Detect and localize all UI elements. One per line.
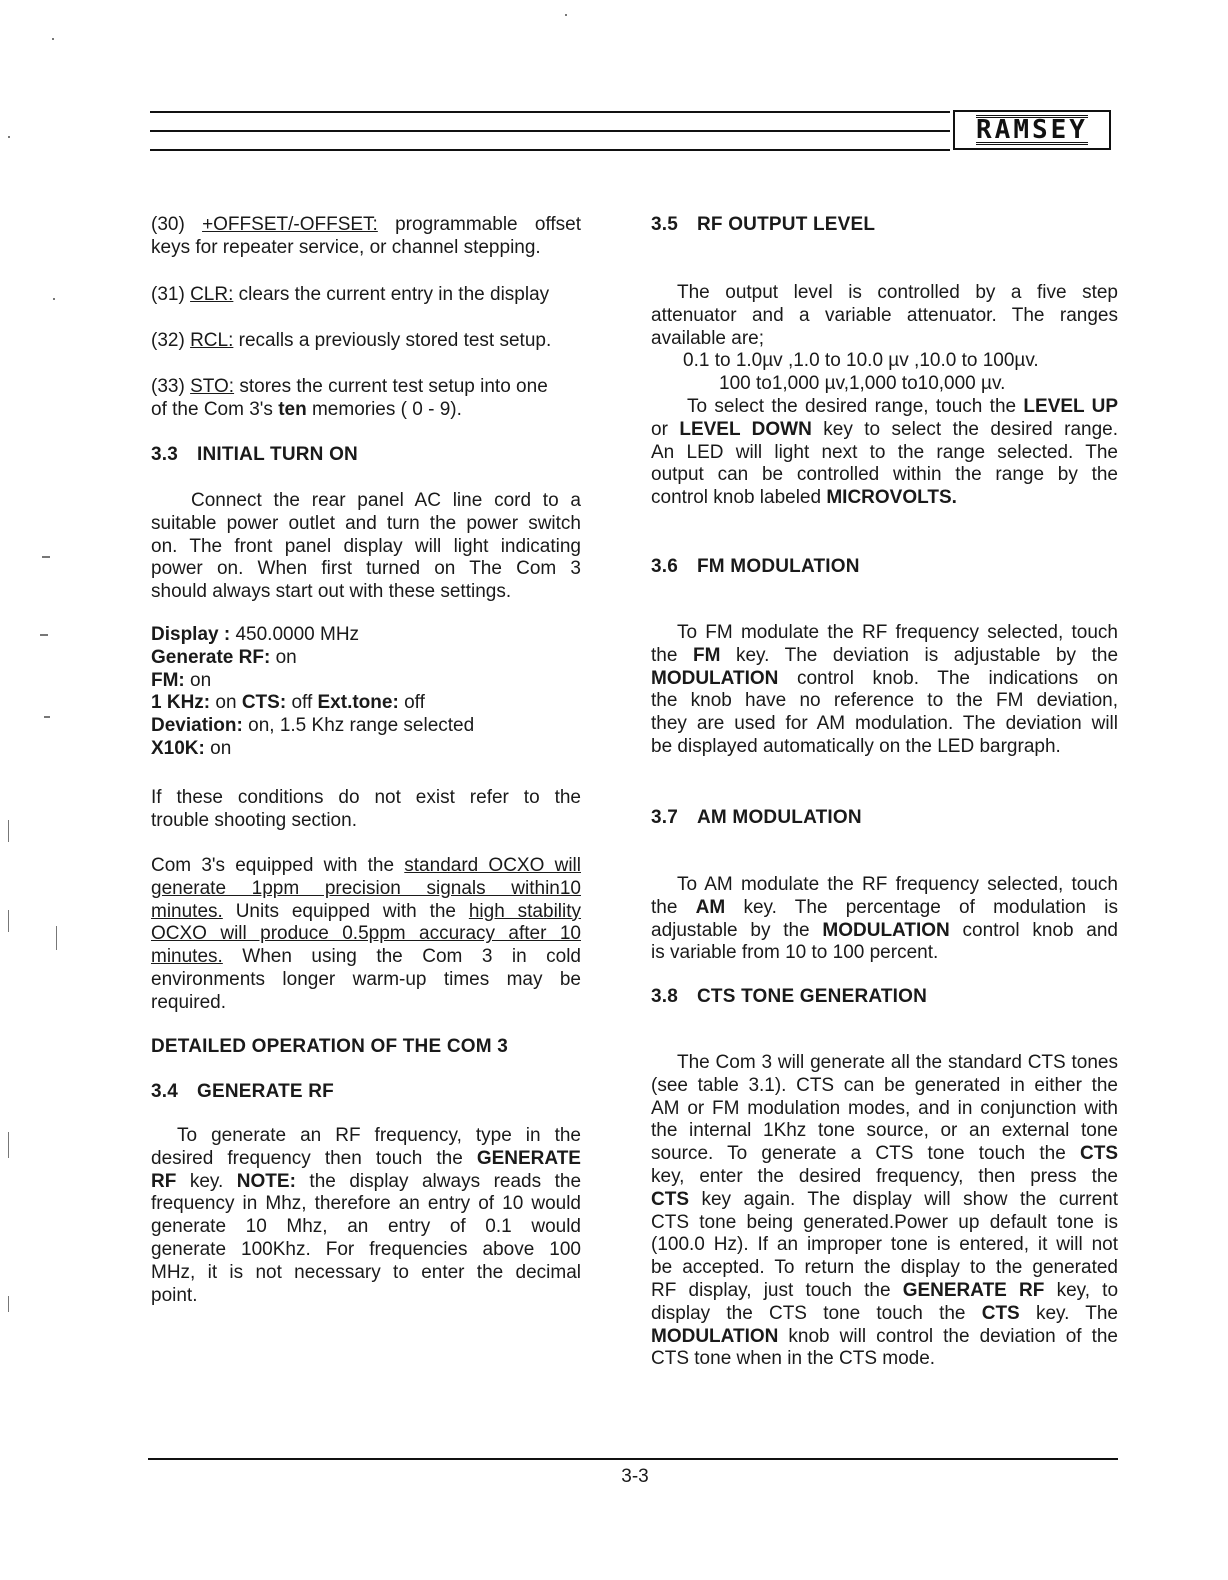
range-list-2: 100 to1,000 µv,1,000 to10,000 µv. <box>719 373 1006 395</box>
range-list-1: 0.1 to 1.0µv ,1.0 to 10.0 µv ,10.0 to 100µv. <box>683 350 1039 372</box>
scan-speck <box>52 38 54 40</box>
clr-key-label: CLR: <box>190 284 234 305</box>
footer-rule <box>148 1458 1118 1460</box>
rcl-key-label: RCL: <box>190 330 234 351</box>
cts-tone-paragraph: The Com 3 will generate all the standard CTS tones (see table 3.1). CTS can be generated in either the AM or FM modulation modes, and in conjunction with the internal 1Khz tone source, or an external tone source. To generate a CTS tone touch the CTS key, enter the desired frequency, then press the CTS key again. The display will show the current CTS tone being generated.Power up default tone is (100.0 Hz). If an improper tone is entered, it will not be accepted. To return the display to the generated RF display, just touch the GENERATE RF key, to display the CTS tone touch the CTS key. The MODULATION knob will control the deviation of the CTS tone when in the CTS mode. <box>651 1052 1119 1370</box>
section-heading-3-5: 3.5 RF OUTPUT LEVEL <box>651 214 876 235</box>
section-heading-3-4: 3.4 GENERATE RF <box>151 1081 334 1102</box>
generate-rf-paragraph: To generate an RF frequency, type in the desired frequency then touch the GENERATE RF key. NOTE: the display always reads the frequency in Mhz, therefore an entry of 10 would generate 10 Mhz, an entry of 0.1 would generate 100Khz. For frequencies above 100 MHz, it is not necessary to enter the decimal point. <box>151 1125 582 1306</box>
output-level-paragraph: The output level is controlled by a five step attenuator and a variable attenuator. The ranges available are; 0.1 to 1.0µv ,1.0 to 10.0 µv ,10.0 to 100µv. 100 to1,000 µv,1,000 to10,000 µv. To select the desired range, touch the LEVEL UP or LEVEL DOWN key to select the desired range. An LED will light next to the range selected. The output can be controlled within the range by the control knob labeled MICROVOLTS. <box>651 282 1119 509</box>
scan-speck <box>8 136 10 138</box>
scan-speck <box>8 1132 9 1158</box>
scan-speck <box>8 910 9 932</box>
ramsey-logo <box>953 110 1111 150</box>
ocxo-paragraph: Com 3's equipped with the standard OCXO will generate 1ppm precision signals within10 minutes. Units equipped with the high stability OCXO will produce 0.5ppm accuracy after 10 minutes. When using the Com 3 in cold environments longer warm-up times may be required. <box>151 855 582 1013</box>
scan-speck <box>565 14 567 16</box>
scan-speck <box>42 556 50 558</box>
default-settings-list: Display : 450.0000 MHz Generate RF: on FM: on 1 KHz: on CTS: off Ext.tone: off Deviation: on, 1.5 Khz range selected X10K: on <box>151 624 475 759</box>
scan-speck <box>56 926 57 950</box>
item-30: (30) +OFFSET/-OFFSET: programmable offset keys for repeater service, or channel stepping. <box>151 214 582 258</box>
section-heading-3-6: 3.6 FM MODULATION <box>651 556 860 577</box>
header-rule-middle <box>150 130 950 132</box>
page-number: 3-3 <box>621 1466 649 1487</box>
item-32: (32) RCL: recalls a previously stored test setup. <box>151 330 552 351</box>
section-heading-3-3: 3.3 INITIAL TURN ON <box>151 444 358 465</box>
section-heading-3-8: 3.8 CTS TONE GENERATION <box>651 986 928 1007</box>
item-31: (31) CLR: clears the current entry in the display <box>151 284 550 305</box>
header-rule-bottom <box>150 149 950 151</box>
scan-speck <box>8 820 9 842</box>
scan-speck <box>40 634 48 636</box>
fm-modulation-paragraph: To FM modulate the RF frequency selected, touch the FM key. The deviation is adjustable by the MODULATION control knob. The indications on the knob have no reference to the FM deviation, they are used for AM modulation. The deviation will be displayed automatically on the LED bargraph. <box>651 622 1119 757</box>
scan-speck <box>8 1296 9 1312</box>
offset-key-label: +OFFSET/-OFFSET: <box>202 214 378 235</box>
item-33: (33) STO: stores the current test setup into one of the Com 3's ten memories ( 0 - 9). <box>151 376 548 420</box>
header-rule-top <box>150 111 950 113</box>
logo-text: RAMSEY <box>976 115 1088 145</box>
detailed-operation-heading: DETAILED OPERATION OF THE COM 3 <box>151 1036 509 1057</box>
am-modulation-paragraph: To AM modulate the RF frequency selected, touch the AM key. The percentage of modulation is adjustable by the MODULATION control knob and is variable from 10 to 100 percent. <box>651 874 1119 964</box>
conditions-paragraph: If these conditions do not exist refer to the trouble shooting section. <box>151 787 581 831</box>
scan-speck <box>53 298 55 300</box>
section-heading-3-7: 3.7 AM MODULATION <box>651 807 862 828</box>
turn-on-paragraph: Connect the rear panel AC line cord to a suitable power outlet and turn the power switch on. The front panel display will light indicating power on. When first turned on The Com 3 should always start out with these settings. <box>151 490 581 603</box>
sto-key-label: STO: <box>190 376 235 397</box>
scan-speck <box>44 716 50 718</box>
